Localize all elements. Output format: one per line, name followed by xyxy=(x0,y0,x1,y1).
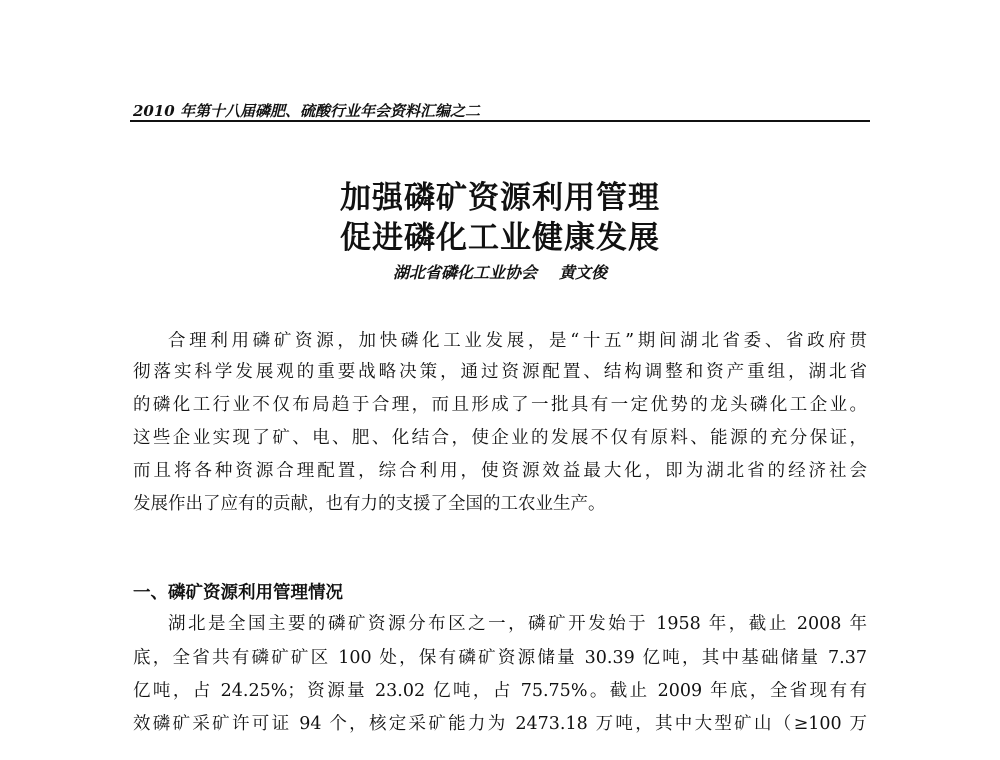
intro-paragraph-line: 而且将各种资源合理配置，综合利用，使资源效益最大化，即为湖北省的经济社会 xyxy=(133,461,867,481)
intro-paragraph-line: 发展作出了应有的贡献，也有力的支援了全国的工农业生产。 xyxy=(133,494,606,514)
article-title-line-2: 促进磷化工业健康发展 xyxy=(340,220,660,256)
section-paragraph-line: 效磷矿采矿许可证 94 个，核定采矿能力为 2473.18 万吨，其中大型矿山（≥100 万 xyxy=(133,714,867,734)
section-heading: 一、磷矿资源利用管理情况 xyxy=(133,583,343,603)
author-name: 黄文俊 xyxy=(559,263,608,282)
article-title-line-1: 加强磷矿资源利用管理 xyxy=(340,180,660,216)
header-rule xyxy=(130,120,870,122)
section-paragraph-line: 亿吨，占 24.25%；资源量 23.02 亿吨，占 75.75%。截止 2009 年底，全省现有有 xyxy=(133,681,867,701)
running-header: 2010 年第十八届磷肥、硫酸行业年会资料汇编之二 xyxy=(133,102,480,120)
intro-paragraph-line: 彻落实科学发展观的重要战略决策，通过资源配置、结构调整和资产重组，湖北省 xyxy=(133,362,867,382)
author-organization: 湖北省磷化工业协会 xyxy=(392,263,537,282)
author-line xyxy=(130,260,870,283)
intro-paragraph-line: 合理利用磷矿资源，加快磷化工业发展，是“十五”期间湖北省委、省政府贯 xyxy=(168,331,867,351)
section-paragraph-line: 湖北是全国主要的磷矿资源分布区之一，磷矿开发始于 1958 年，截止 2008 年 xyxy=(168,614,867,634)
intro-paragraph-line: 这些企业实现了矿、电、肥、化结合，使企业的发展不仅有原料、能源的充分保证， xyxy=(133,428,867,448)
section-paragraph-line: 底，全省共有磷矿矿区 100 处，保有磷矿资源储量 30.39 亿吨，其中基础储量 7.37 xyxy=(133,648,867,668)
intro-paragraph-line: 的磷化工行业不仅布局趋于合理，而且形成了一批具有一定优势的龙头磷化工企业。 xyxy=(133,395,867,415)
